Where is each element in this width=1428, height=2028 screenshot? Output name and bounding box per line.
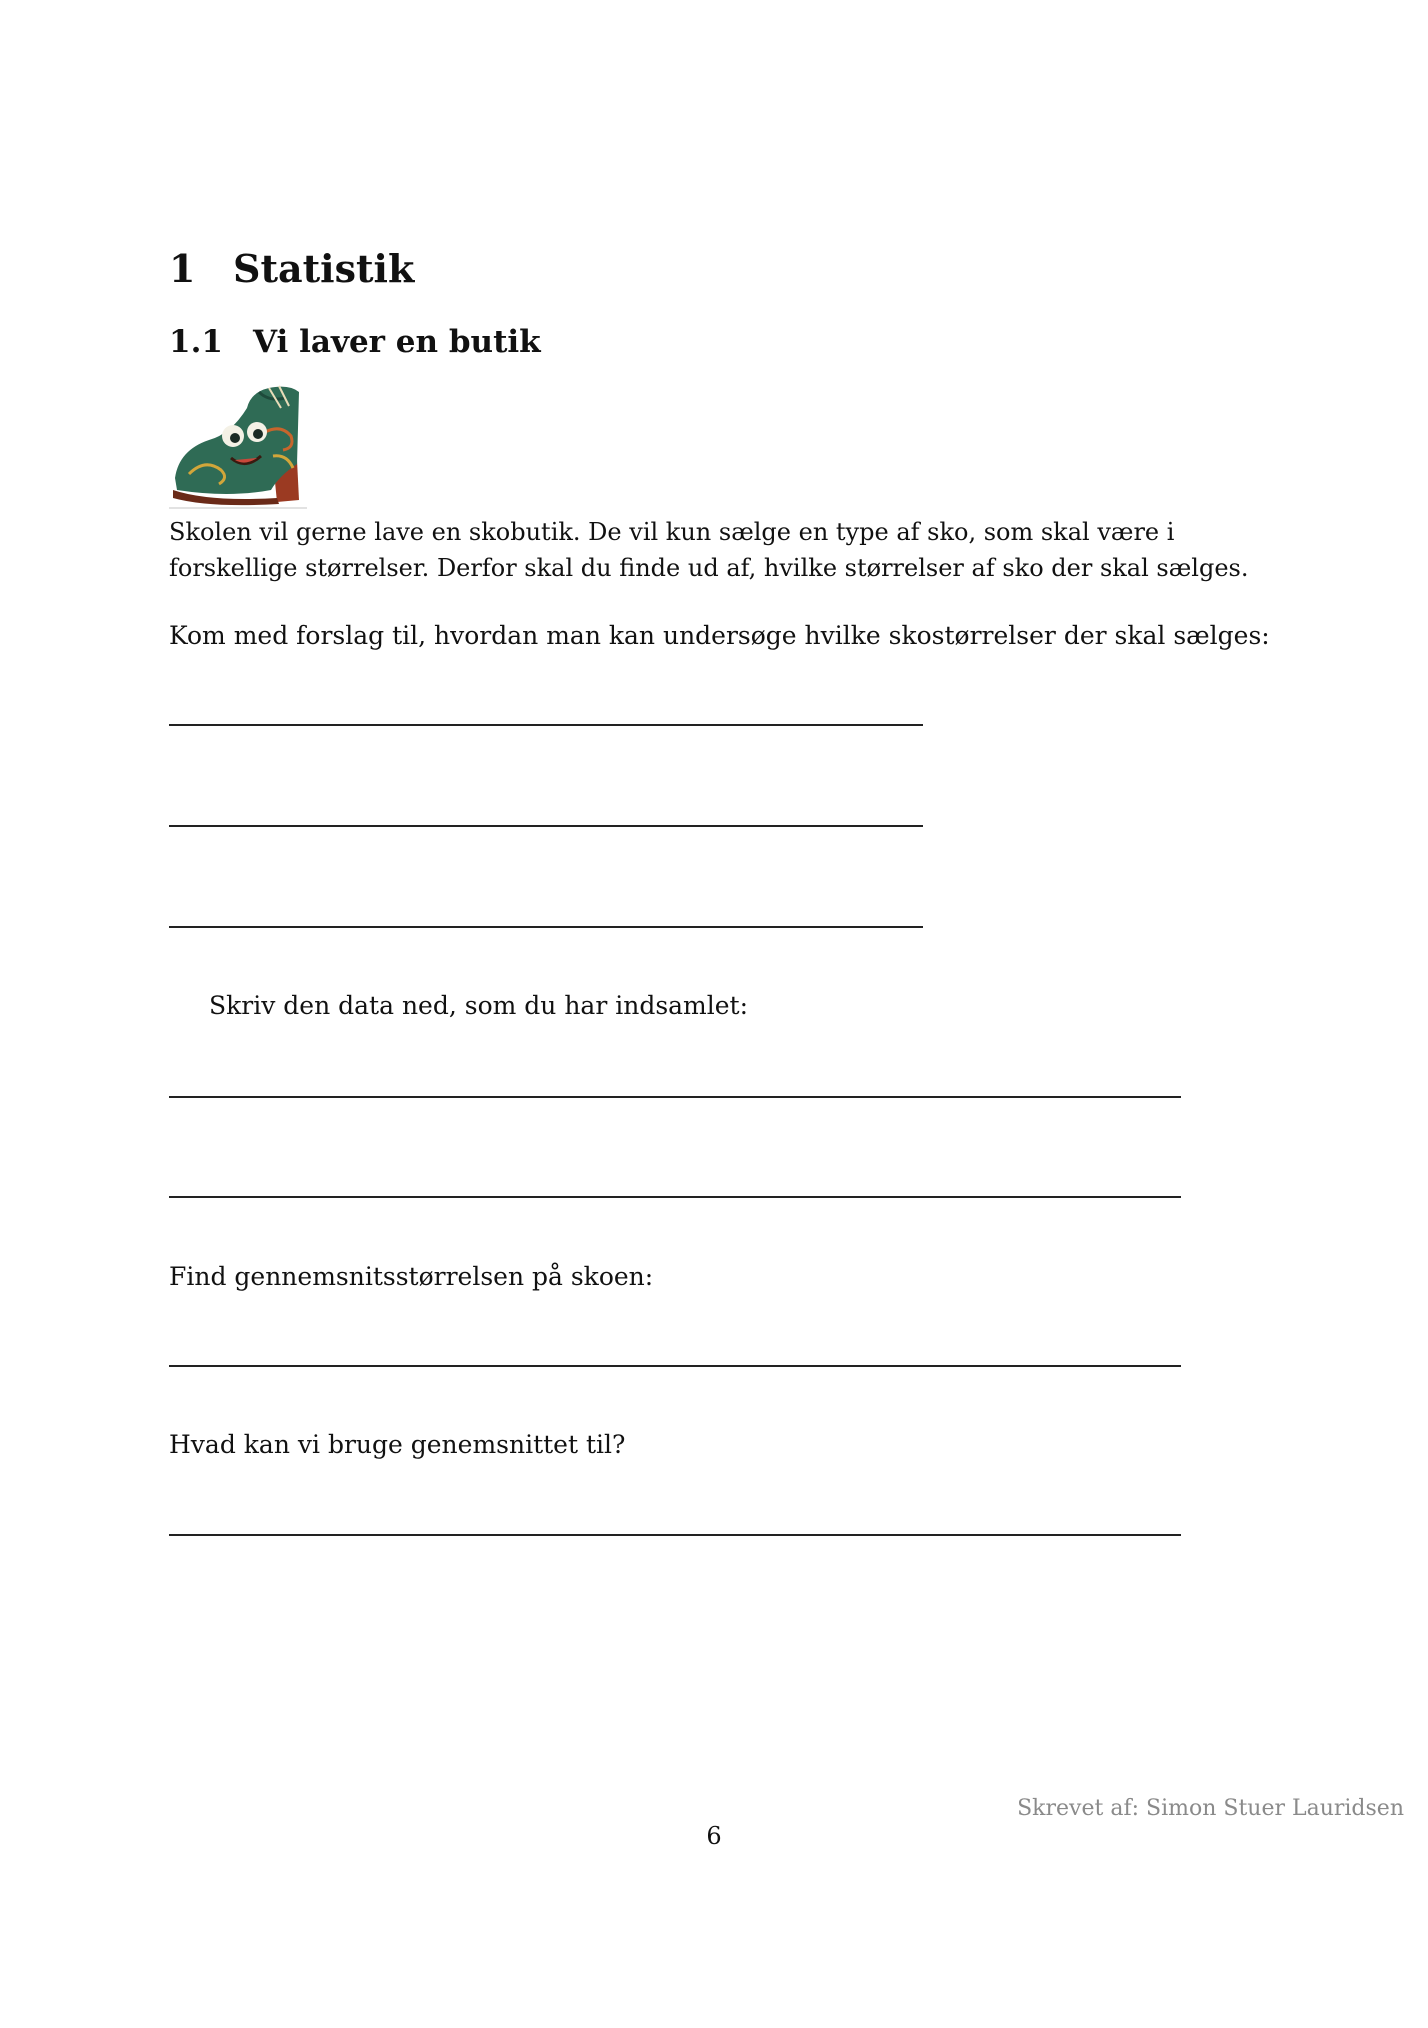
intro-paragraph: Skolen vil gerne lave en skobutik. De vil kun sælge en type af sko, som skal være i forskellige størrelser. Derfor skal du finde ud af, hvilke størrelser af sko der skal sælges. [169, 518, 1249, 582]
shoe-illustration [169, 378, 307, 510]
subsection-number: 1.1 [169, 324, 223, 360]
answer-line-2[interactable] [169, 825, 923, 827]
section-number: 1 [169, 246, 196, 291]
subsection-title: Vi laver en butik [253, 324, 541, 360]
answer-line-7[interactable] [169, 1534, 1181, 1536]
question-average-size: Find gennemsnitsstørrelsen på skoen: [169, 1262, 654, 1291]
question-collected-data: Skriv den data ned, som du har indsamlet: [209, 991, 749, 1020]
subsection-heading [169, 324, 541, 361]
question-suggestions: Kom med forslag til, hvordan man kan undersøge hvilke skostørrelser der skal sælges: [169, 621, 1270, 650]
section-title: Statistik [233, 246, 415, 291]
page-number: 6 [706, 1822, 722, 1850]
answer-line-1[interactable] [169, 724, 923, 726]
question-average-use: Hvad kan vi bruge genemsnittet til? [169, 1430, 626, 1459]
answer-line-4[interactable] [169, 1096, 1181, 1098]
footer-author: Skrevet af: Simon Stuer Lauridsen [1017, 1796, 1404, 1821]
section-heading [169, 246, 414, 292]
answer-line-6[interactable] [169, 1365, 1181, 1367]
answer-line-3[interactable] [169, 926, 923, 928]
answer-line-5[interactable] [169, 1196, 1181, 1198]
